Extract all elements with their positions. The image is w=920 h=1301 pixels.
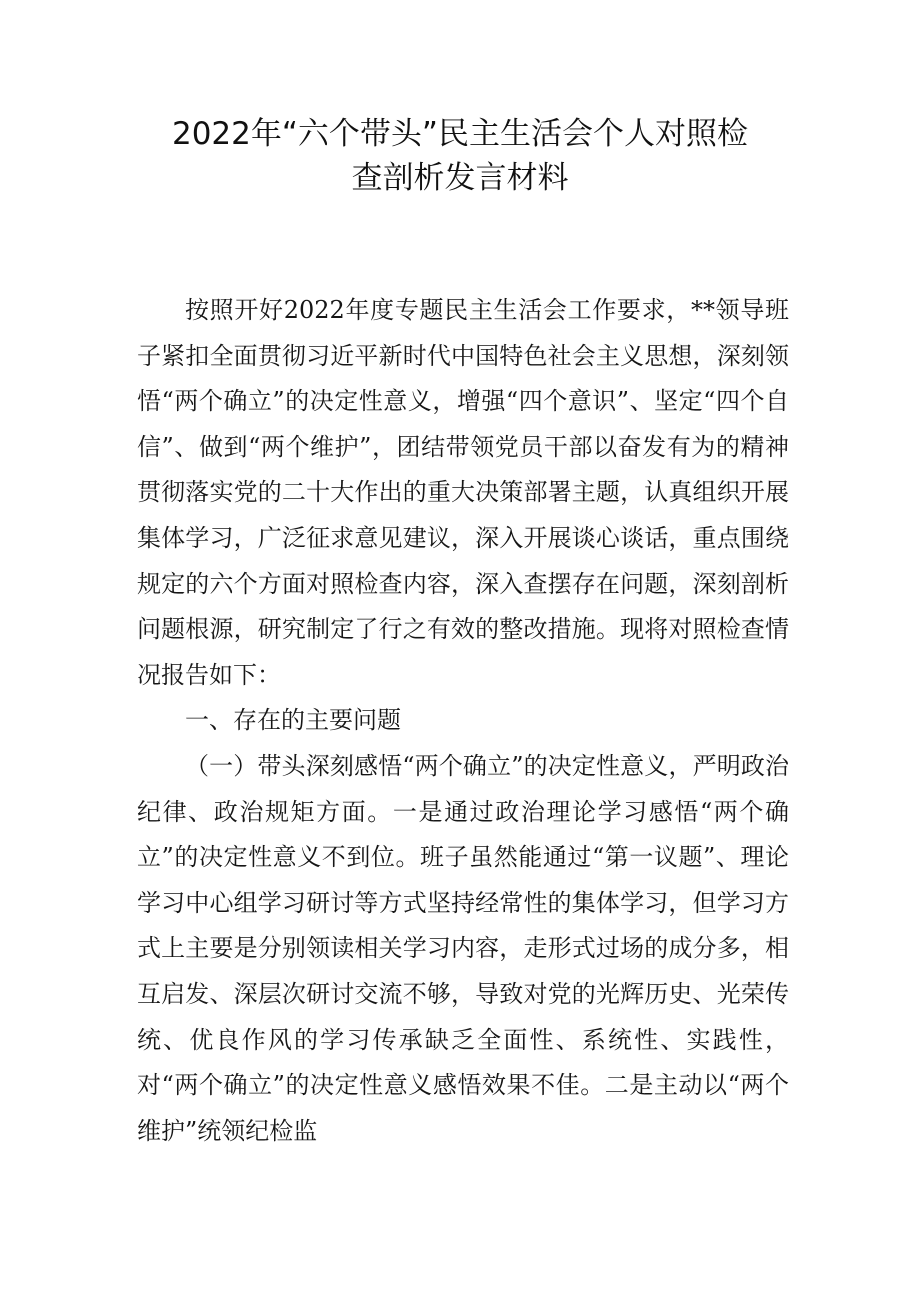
document-body [137, 288, 789, 1154]
section-heading: 一、存在的主要问题 [185, 706, 401, 735]
subsection-paragraph: （一）带头深刻感悟“两个确立”的决定性意义，严明政治纪律、政治规矩方面。一是通过政治理论学习感悟“两个确立”的决定性意义不到位。班子虽然能通过“第一议题”、理论学习中心组学习研讨等方式坚持经常性的集体学习，但学习方式上主要是分别领读相关学习内容，走形式过场的成分多，相互启发、深层次研讨交流不够，导致对党的光辉历史、光荣传统、优良作风的学习传承缺乏全面性、系统性、实践性，对“两个确立”的决定性意义感悟效果不佳。二是主动以“两个维护”统领纪检监 [137, 751, 789, 1145]
intro-paragraph: 按照开好2022年度专题民主生活会工作要求，**领导班子紧扣全面贯彻习近平新时代中国特色社会主义思想，深刻领悟“两个确立”的决定性意义，增强“四个意识”、坚定“四个自信”、做到“两个维护”，团结带领党员干部以奋发有为的精神贯彻落实党的二十大作出的重大决策部署主题，认真组织开展集体学习，广泛征求意见建议，深入开展谈心谈话，重点围绕规定的六个方面对照检查内容，深入查摆存在问题，深刻剖析问题根源，研究制定了行之有效的整改措施。现将对照检查情况报告如下： [137, 296, 789, 689]
title-line-2: 查剖析发言材料 [351, 160, 569, 196]
document-title [110, 112, 810, 200]
title-line-1: 2022年“六个带头”民主生活会个人对照检 [171, 116, 748, 152]
